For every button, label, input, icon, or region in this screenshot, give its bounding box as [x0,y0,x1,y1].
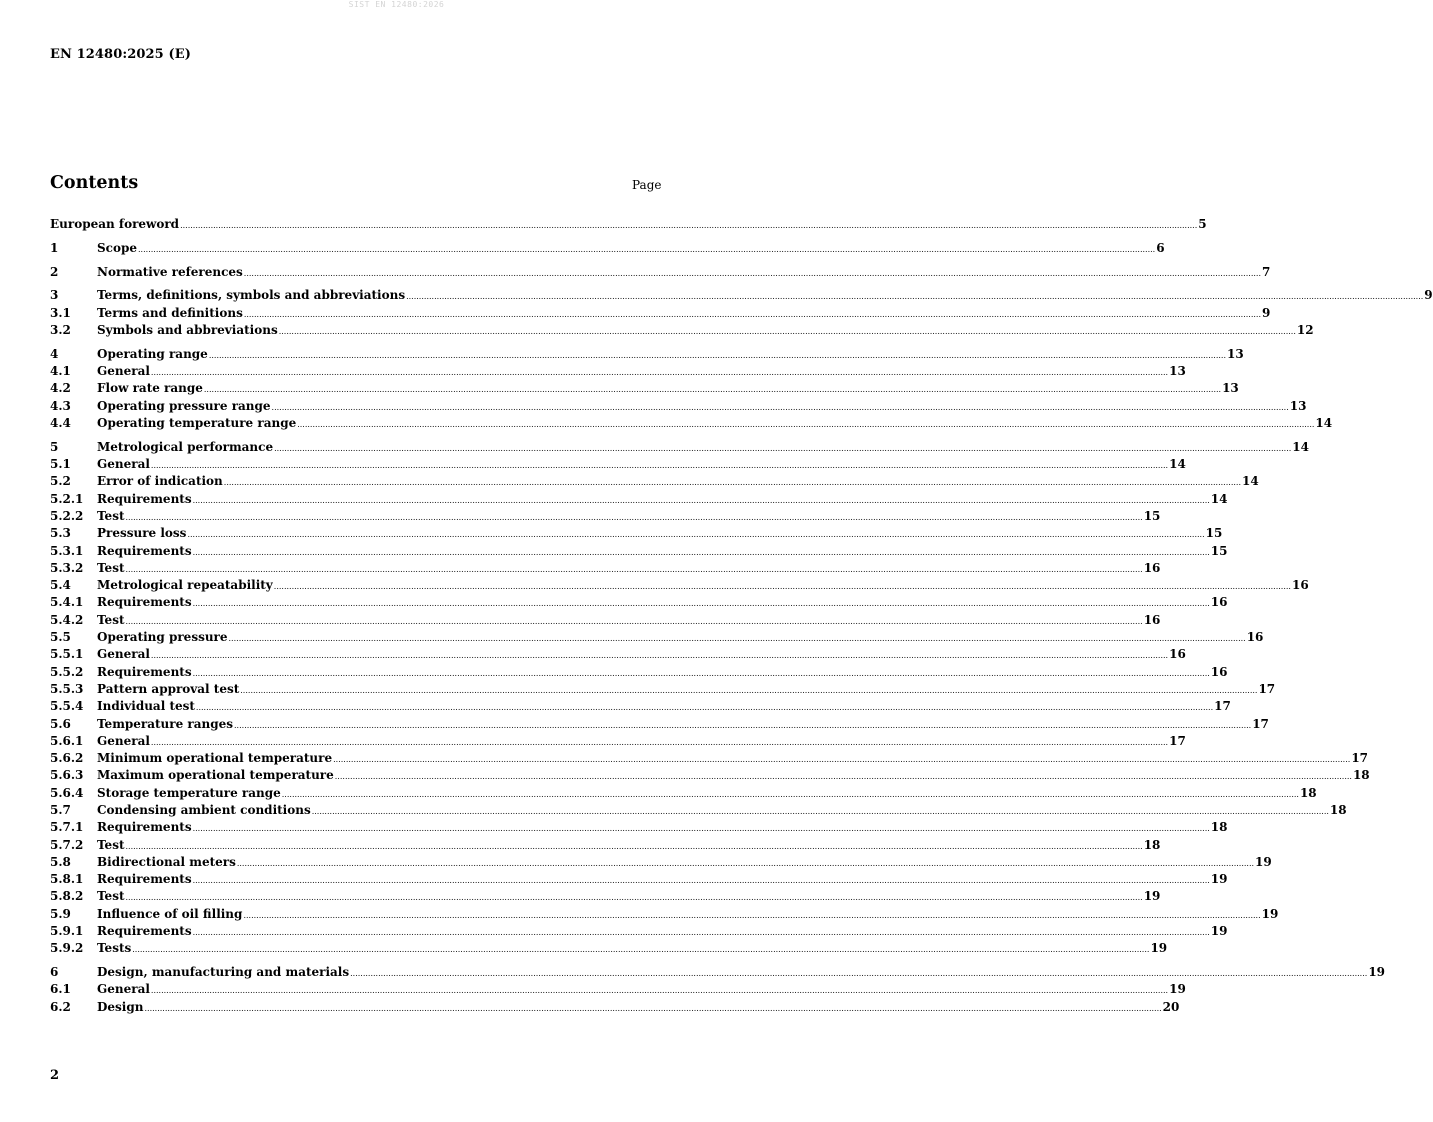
toc-entry-page: 15 [1210,543,1228,558]
toc-entry-page: 13 [1169,364,1186,379]
toc-entry[interactable] [50,456,1186,473]
toc-entry-number: 4 [50,346,59,361]
toc-entry[interactable] [50,871,1228,888]
toc-dot-leader: ................................................................................................................................................................................................................................................................................................................................................................................................................ [192,599,1210,609]
toc-entry[interactable] [50,785,1317,802]
toc-entry-number: 3 [50,288,59,303]
toc-entry-title: Operating pressure [97,630,228,645]
toc-entry-page: 19 [1255,854,1272,869]
toc-entry-number: 5.5.2 [50,664,84,679]
toc-entry-page: 16 [1246,630,1264,645]
toc-entry-page: 19 [1210,872,1228,887]
toc-entry-page: 18 [1299,785,1317,800]
toc-entry[interactable] [50,999,1180,1016]
toc-entry-title: General [97,733,150,748]
toc-dot-leader: ................................................................................................................................................................................................................................................................................................................................................................................................................ [195,703,1214,713]
toc-entry[interactable] [50,612,1161,629]
toc-entry-page: 19 [1169,982,1186,997]
toc-entry-number: 5.2.1 [50,491,84,506]
toc-entry-title: Storage temperature range [97,785,281,800]
toc-entry-title: Pattern approval test [97,681,240,696]
toc-entry-title: Temperature ranges [97,716,234,731]
toc-entry[interactable] [50,837,1161,854]
toc-dot-leader: ................................................................................................................................................................................................................................................................................................................................................................................................................ [406,292,1424,302]
toc-entry-number: 5.2 [50,474,71,489]
toc-entry[interactable] [50,240,1165,257]
toc-entry-page: 14 [1292,439,1309,454]
contents-heading: Contents [50,173,139,193]
toc-entry-number: 4.4 [50,415,71,430]
toc-entry[interactable] [50,888,1161,905]
toc-entry[interactable] [50,940,1168,957]
table-of-contents [50,216,1433,1016]
toc-entry-page: 19 [1368,965,1386,980]
toc-entry-title: Operating range [97,346,208,361]
toc-entry[interactable] [50,733,1186,750]
toc-entry-title: Flow rate range [97,381,203,396]
toc-entry[interactable] [50,854,1272,871]
toc-dot-leader: ................................................................................................................................................................................................................................................................................................................................................................................................................ [125,893,1143,903]
toc-entry-page: 16 [1291,578,1309,593]
toc-entry-number: 5.9.1 [50,924,84,939]
toc-entry-title: Terms and definitions [97,305,243,320]
toc-entry-page: 19 [1261,906,1279,921]
toc-entry-page: 19 [1143,889,1161,904]
toc-entry-title: Requirements [97,820,192,835]
toc-entry-number: 5.3 [50,526,71,541]
toc-entry[interactable] [50,802,1347,819]
toc-entry-number: 5.4.2 [50,612,84,627]
toc-entry-number: 5.4.1 [50,595,84,610]
toc-dot-leader: ................................................................................................................................................................................................................................................................................................................................................................................................................ [240,685,1258,695]
toc-entry-page: 14 [1210,491,1228,506]
toc-entry[interactable] [50,415,1333,432]
toc-entry-page: 16 [1169,647,1186,662]
toc-entry-title: Test [97,837,125,852]
toc-entry-page: 9 [1262,305,1271,320]
toc-entry-page: 18 [1210,820,1228,835]
page-column-label: Page [632,178,662,192]
toc-dot-leader: ................................................................................................................................................................................................................................................................................................................................................................................................................ [180,221,1198,230]
toc-entry[interactable] [50,819,1228,836]
toc-entry-title: Design, manufacturing and materials [97,965,350,980]
toc-entry[interactable] [50,594,1228,611]
toc-dot-leader: ................................................................................................................................................................................................................................................................................................................................................................................................................ [150,461,1169,471]
toc-entry-page: 18 [1329,803,1347,817]
toc-entry[interactable] [50,363,1186,380]
toc-dot-leader: ................................................................................................................................................................................................................................................................................................................................................................................................................ [243,910,1261,920]
toc-dot-leader: ................................................................................................................................................................................................................................................................................................................................................................................................................ [243,268,1261,278]
toc-dot-leader: ................................................................................................................................................................................................................................................................................................................................................................................................................ [150,651,1169,661]
toc-dot-leader: ................................................................................................................................................................................................................................................................................................................................................................................................................ [278,326,1296,336]
toc-entry-title: Metrological repeatability [97,578,273,593]
toc-dot-leader: ................................................................................................................................................................................................................................................................................................................................................................................................................ [150,368,1169,378]
toc-entry-number: 5.9.2 [50,941,84,956]
toc-entry-number: 4.1 [50,364,71,379]
toc-entry-page: 9 [1424,288,1433,303]
toc-entry-page: 19 [1150,941,1168,956]
toc-entry-title: Influence of oil filling [97,906,243,921]
toc-entry-number: 5.3.2 [50,560,84,575]
toc-entry-title: General [97,457,150,472]
toc-entry-title: Operating pressure range [97,398,271,413]
toc-entry[interactable] [50,964,1386,981]
toc-entry-title: Bidirectional meters [97,854,236,869]
toc-entry-title: Individual test [97,699,195,714]
toc-entry-number: 5.8 [50,854,71,869]
toc-entry-page: 6 [1156,240,1165,255]
toc-entry-title: Requirements [97,491,192,506]
toc-entry-page: 13 [1289,398,1307,413]
toc-entry-title: Scope [97,240,138,255]
toc-entry-title: Test [97,508,125,523]
toc-entry-page: 5 [1198,217,1207,231]
toc-dot-leader: ................................................................................................................................................................................................................................................................................................................................................................................................................ [203,385,1222,395]
toc-entry-page: 20 [1162,999,1180,1014]
toc-entry-page: 13 [1222,381,1239,396]
toc-entry-title: European foreword [50,217,180,231]
toc-entry-title: Symbols and abbreviations [97,322,278,337]
toc-entry-title: Tests [97,941,132,956]
toc-entry-page: 16 [1210,664,1228,679]
toc-dot-leader: ................................................................................................................................................................................................................................................................................................................................................................................................................ [192,876,1210,886]
toc-dot-leader: ................................................................................................................................................................................................................................................................................................................................................................................................................ [208,350,1227,360]
toc-entry[interactable] [50,473,1259,490]
toc-entry-number: 5.6.3 [50,768,84,783]
toc-entry-number: 3.2 [50,322,71,337]
toc-entry-title: General [97,364,150,379]
toc-entry[interactable] [50,491,1228,508]
toc-entry-number: 4.2 [50,381,71,396]
toc-dot-leader: ................................................................................................................................................................................................................................................................................................................................................................................................................ [192,824,1210,834]
toc-entry[interactable] [50,305,1271,322]
toc-dot-leader: ................................................................................................................................................................................................................................................................................................................................................................................................................ [274,443,1292,453]
toc-entry-number: 3.1 [50,305,71,320]
toc-entry[interactable] [50,216,1207,233]
toc-entry-page: 18 [1352,768,1370,783]
toc-entry-title: Metrological performance [97,439,274,454]
toc-dot-leader: ................................................................................................................................................................................................................................................................................................................................................................................................................ [243,309,1262,319]
page-number: 2 [50,1068,60,1083]
toc-entry-page: 17 [1252,716,1269,731]
toc-entry-title: Normative references [97,264,243,279]
toc-dot-leader: ................................................................................................................................................................................................................................................................................................................................................................................................................ [150,737,1169,747]
toc-entry-page: 15 [1205,526,1223,541]
toc-entry-page: 18 [1143,837,1161,852]
toc-entry[interactable] [50,906,1279,923]
toc-entry-number: 5.6.1 [50,733,84,748]
toc-dot-leader: ................................................................................................................................................................................................................................................................................................................................................................................................................ [132,945,1150,955]
toc-dot-leader: ................................................................................................................................................................................................................................................................................................................................................................................................................ [125,564,1143,574]
toc-entry-number: 5.6.4 [50,785,84,800]
toc-entry-number: 5.6.2 [50,751,84,766]
toc-entry[interactable] [50,629,1264,646]
toc-entry-title: Requirements [97,595,192,610]
toc-entry-number: 5.7 [50,803,71,817]
toc-entry-title: Design [97,999,144,1014]
toc-entry[interactable] [50,716,1269,733]
toc-entry[interactable] [50,577,1309,594]
toc-entry[interactable] [50,664,1228,681]
toc-entry-title: Requirements [97,543,192,558]
toc-entry-title: General [97,647,150,662]
toc-entry-page: 19 [1210,924,1228,939]
toc-entry-number: 5.7.2 [50,837,84,852]
toc-entry-number: 2 [50,264,59,279]
toc-dot-leader: ................................................................................................................................................................................................................................................................................................................................................................................................................ [187,530,1205,540]
toc-entry[interactable] [50,380,1239,397]
toc-entry[interactable] [50,560,1161,577]
toc-dot-leader: ................................................................................................................................................................................................................................................................................................................................................................................................................ [281,789,1299,799]
toc-entry-number: 6.1 [50,982,71,997]
toc-entry-title: Test [97,612,125,627]
toc-entry-title: Condensing ambient conditions [97,803,311,817]
toc-entry-title: Requirements [97,872,192,887]
toc-entry[interactable] [50,264,1271,281]
toc-entry-number: 5.7.1 [50,820,84,835]
toc-entry-number: 5.5.4 [50,699,84,714]
toc-entry-title: General [97,982,150,997]
toc-dot-leader: ................................................................................................................................................................................................................................................................................................................................................................................................................ [273,582,1291,592]
toc-entry-number: 5.8.1 [50,872,84,887]
toc-dot-leader: ................................................................................................................................................................................................................................................................................................................................................................................................................ [192,928,1210,938]
toc-dot-leader: ................................................................................................................................................................................................................................................................................................................................................................................................................ [150,986,1169,996]
toc-dot-leader: ................................................................................................................................................................................................................................................................................................................................................................................................................ [125,841,1143,851]
toc-entry-number: 5 [50,439,59,454]
toc-entry[interactable] [50,525,1223,542]
toc-entry-page: 17 [1169,733,1186,748]
toc-dot-leader: ................................................................................................................................................................................................................................................................................................................................................................................................................ [192,668,1210,678]
toc-entry-number: 5.9 [50,906,71,921]
toc-entry-number: 5.1 [50,457,71,472]
toc-dot-leader: ................................................................................................................................................................................................................................................................................................................................................................................................................ [334,772,1352,782]
toc-dot-leader: ................................................................................................................................................................................................................................................................................................................................................................................................................ [234,720,1252,730]
toc-entry-page: 12 [1296,322,1314,337]
toc-entry-number: 5.5 [50,630,71,645]
toc-dot-leader: ................................................................................................................................................................................................................................................................................................................................................................................................................ [144,1003,1162,1013]
toc-entry[interactable] [50,508,1161,525]
toc-entry[interactable] [50,322,1314,339]
toc-entry[interactable] [50,543,1228,560]
toc-dot-leader: ................................................................................................................................................................................................................................................................................................................................................................................................................ [192,547,1210,557]
toc-entry-page: 16 [1210,595,1228,610]
toc-dot-leader: ................................................................................................................................................................................................................................................................................................................................................................................................................ [228,634,1246,644]
toc-entry-title: Requirements [97,924,192,939]
toc-entry-title: Requirements [97,664,192,679]
toc-dot-leader: ................................................................................................................................................................................................................................................................................................................................................................................................................ [297,419,1315,429]
toc-entry[interactable] [50,698,1231,715]
toc-dot-leader: ................................................................................................................................................................................................................................................................................................................................................................................................................ [125,616,1143,626]
toc-entry[interactable] [50,439,1309,456]
toc-entry[interactable] [50,923,1228,940]
toc-entry-number: 5.6 [50,716,71,731]
toc-entry-title: Error of indication [97,474,223,489]
toc-entry[interactable] [50,767,1370,784]
toc-entry-page: 17 [1258,681,1276,696]
toc-entry-page: 16 [1143,560,1161,575]
toc-entry-page: 15 [1143,508,1161,523]
toc-entry-page: 16 [1143,612,1161,627]
toc-dot-leader: ................................................................................................................................................................................................................................................................................................................................................................................................................ [192,495,1210,505]
toc-entry-number: 5.5.3 [50,681,84,696]
toc-entry-page: 14 [1241,474,1259,489]
toc-entry-number: 1 [50,240,59,255]
toc-entry[interactable] [50,681,1276,698]
toc-entry-title: Maximum operational temperature [97,768,334,783]
toc-dot-leader: ................................................................................................................................................................................................................................................................................................................................................................................................................ [138,244,1156,254]
toc-entry-number: 5.4 [50,578,71,593]
toc-entry-title: Pressure loss [97,526,187,541]
toc-entry-title: Test [97,889,125,904]
toc-entry-page: 13 [1227,346,1244,361]
toc-entry[interactable] [50,346,1244,363]
toc-entry[interactable] [50,398,1307,415]
toc-dot-leader: ................................................................................................................................................................................................................................................................................................................................................................................................................ [311,807,1329,816]
toc-dot-leader: ................................................................................................................................................................................................................................................................................................................................................................................................................ [271,402,1289,412]
toc-entry[interactable] [50,981,1186,998]
toc-dot-leader: ................................................................................................................................................................................................................................................................................................................................................................................................................ [125,512,1143,522]
toc-dot-leader: ................................................................................................................................................................................................................................................................................................................................................................................................................ [236,858,1255,868]
toc-entry-page: 14 [1169,457,1186,472]
toc-entry-number: 4.3 [50,398,71,413]
toc-entry-number: 5.2.2 [50,508,84,523]
watermark: SIST EN 12480:2026 [348,0,445,9]
toc-entry-page: 7 [1261,264,1271,279]
document-id-header: EN 12480:2025 (E) [50,47,191,62]
toc-entry[interactable] [50,287,1433,304]
toc-dot-leader: ................................................................................................................................................................................................................................................................................................................................................................................................................ [333,755,1351,765]
toc-entry-number: 6.2 [50,999,71,1014]
toc-entry-number: 6 [50,965,59,980]
toc-entry[interactable] [50,750,1369,767]
toc-entry-number: 5.3.1 [50,543,84,558]
toc-entry-page: 17 [1214,699,1231,714]
toc-entry-page: 17 [1351,751,1369,766]
toc-entry-number: 5.5.1 [50,647,84,662]
toc-entry-title: Minimum operational temperature [97,751,333,766]
toc-dot-leader: ................................................................................................................................................................................................................................................................................................................................................................................................................ [223,478,1241,488]
toc-entry-title: Test [97,560,125,575]
toc-entry-title: Operating temperature range [97,415,297,430]
toc-entry-title: Terms, definitions, symbols and abbreviations [97,288,406,303]
toc-entry-number: 5.8.2 [50,889,84,904]
toc-dot-leader: ................................................................................................................................................................................................................................................................................................................................................................................................................ [350,969,1368,979]
toc-entry-page: 14 [1315,415,1333,430]
toc-entry[interactable] [50,646,1186,663]
